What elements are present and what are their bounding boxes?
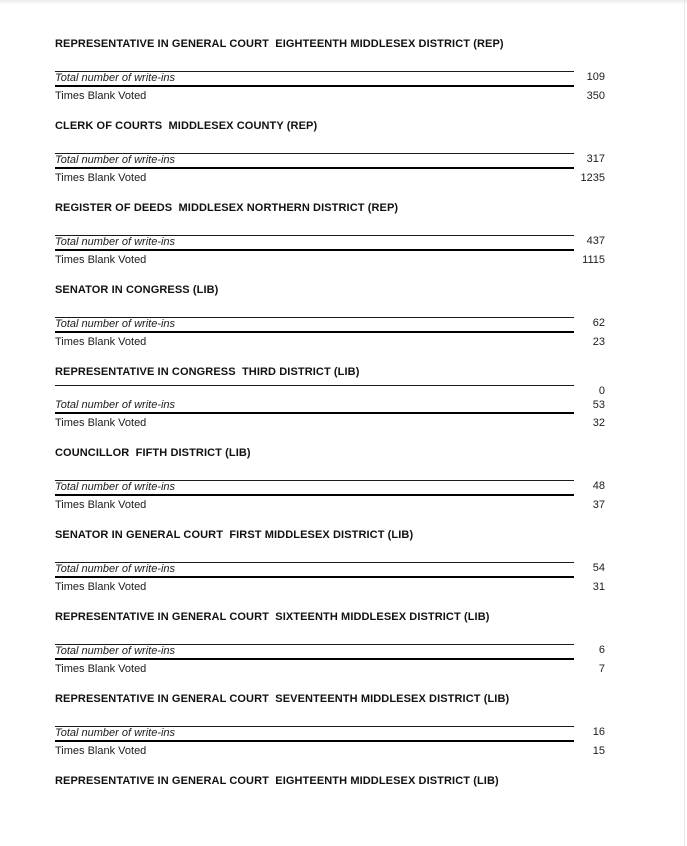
result-row-label: Times Blank Voted (55, 336, 147, 348)
result-row-value: 62 (592, 317, 605, 329)
result-row-label (55, 385, 574, 399)
result-row (55, 480, 605, 496)
result-row-value: 0 (598, 385, 605, 397)
contest-rows (55, 385, 605, 430)
result-row-value: 317 (586, 153, 605, 165)
result-row-value: 53 (592, 399, 605, 411)
result-row-label: Total number of write-ins (55, 480, 574, 496)
result-row-label: Times Blank Voted (55, 90, 147, 102)
result-row-label: Total number of write-ins (55, 399, 574, 414)
result-row (55, 90, 605, 103)
contest-rows (55, 726, 605, 758)
contest-title: SENATOR IN CONGRESS (LIB) (55, 284, 219, 296)
result-row-value: 31 (592, 581, 605, 593)
contest-section (55, 611, 605, 676)
contest-title: COUNCILLOR FIFTH DISTRICT (LIB) (55, 447, 251, 459)
result-row (55, 562, 605, 578)
result-row-value: 23 (592, 336, 605, 348)
result-row (55, 663, 605, 676)
result-row (55, 317, 605, 333)
contest-title: REPRESENTATIVE IN CONGRESS THIRD DISTRICT (LIB) (55, 366, 360, 378)
result-row-value: 1115 (582, 254, 605, 266)
contest-title: REPRESENTATIVE IN GENERAL COURT SEVENTEENTH MIDDLESEX DISTRICT (LIB) (55, 693, 510, 705)
result-row-label: Total number of write-ins (55, 153, 574, 169)
result-row (55, 336, 605, 349)
result-row-label: Times Blank Voted (55, 581, 147, 593)
result-row-label: Total number of write-ins (55, 71, 574, 87)
result-row-value: 54 (592, 562, 605, 574)
result-row (55, 726, 605, 742)
result-row-value: 48 (592, 480, 605, 492)
contest-rows (55, 235, 605, 267)
contest-title: CLERK OF COURTS MIDDLESEX COUNTY (REP) (55, 120, 318, 132)
result-row-label: Times Blank Voted (55, 172, 147, 184)
result-row-label: Total number of write-ins (55, 644, 574, 660)
result-row-value: 350 (586, 90, 605, 102)
contest-title: REPRESENTATIVE IN GENERAL COURT EIGHTEENTH MIDDLESEX DISTRICT (LIB) (55, 775, 499, 787)
result-row-value: 15 (592, 745, 605, 757)
contest-title: SENATOR IN GENERAL COURT FIRST MIDDLESEX DISTRICT (LIB) (55, 529, 414, 541)
contest-section (55, 38, 605, 103)
result-row-label: Times Blank Voted (55, 499, 147, 511)
result-row (55, 399, 605, 414)
result-row (55, 499, 605, 512)
result-row-value: 6 (598, 644, 605, 656)
contest-title: REPRESENTATIVE IN GENERAL COURT SIXTEENTH MIDDLESEX DISTRICT (LIB) (55, 611, 490, 623)
result-row-value: 7 (598, 663, 605, 675)
contest-section (55, 693, 605, 758)
result-row (55, 235, 605, 251)
result-row-label: Times Blank Voted (55, 254, 147, 266)
contest-rows (55, 71, 605, 103)
result-row-value: 109 (586, 71, 605, 83)
result-row (55, 71, 605, 87)
contest-section (55, 120, 605, 185)
contest-title: REGISTER OF DEEDS MIDDLESEX NORTHERN DISTRICT (REP) (55, 202, 399, 214)
result-row (55, 254, 605, 267)
contest-rows (55, 480, 605, 512)
result-row (55, 385, 605, 399)
result-row-label: Total number of write-ins (55, 562, 574, 578)
result-row (55, 153, 605, 169)
contest-section (55, 529, 605, 594)
contest-section (55, 366, 605, 430)
contest-rows (55, 153, 605, 185)
result-row-label: Times Blank Voted (55, 417, 147, 429)
result-row-value: 37 (592, 499, 605, 511)
result-row (55, 581, 605, 594)
result-row (55, 172, 605, 185)
contest-rows (55, 644, 605, 676)
contest-title: REPRESENTATIVE IN GENERAL COURT EIGHTEENTH MIDDLESEX DISTRICT (REP) (55, 38, 504, 50)
result-row-value: 32 (592, 417, 605, 429)
contest-section (55, 447, 605, 512)
contest-section (55, 775, 605, 788)
result-row (55, 745, 605, 758)
result-row-label: Total number of write-ins (55, 317, 574, 333)
contest-section (55, 202, 605, 267)
result-row-value: 437 (586, 235, 605, 247)
contest-rows (55, 317, 605, 349)
result-row (55, 417, 605, 430)
contest-sections (55, 38, 605, 788)
result-row-label: Times Blank Voted (55, 663, 147, 675)
result-row-label: Times Blank Voted (55, 745, 147, 757)
result-row-label: Total number of write-ins (55, 726, 574, 742)
result-row-value: 1235 (580, 172, 605, 184)
result-row-label: Total number of write-ins (55, 235, 574, 251)
contest-section (55, 284, 605, 349)
result-row-value: 16 (592, 726, 605, 738)
result-row (55, 644, 605, 660)
contest-rows (55, 562, 605, 594)
